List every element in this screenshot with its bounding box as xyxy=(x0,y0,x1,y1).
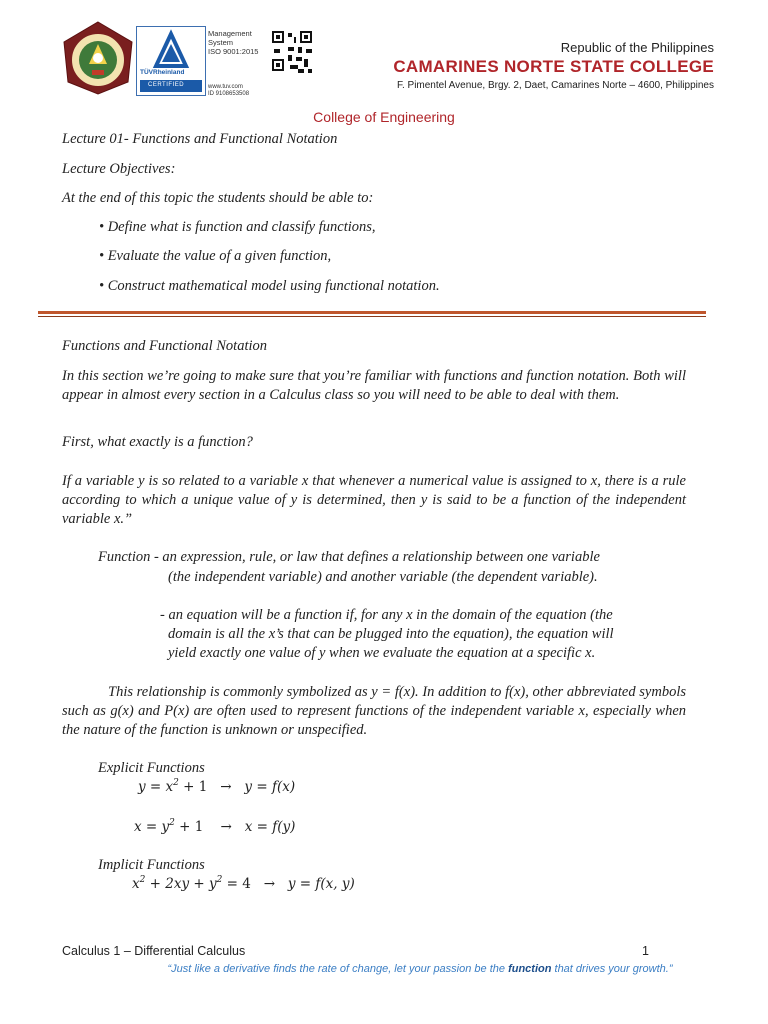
arrow-icon: → xyxy=(220,819,232,835)
eq-part: + 2xy + y xyxy=(145,876,217,892)
republic-text: Republic of the Philippines xyxy=(560,40,714,55)
certified-label: CERTIFIED xyxy=(148,82,185,88)
eq-exponent: 2 xyxy=(169,818,175,828)
objective-item: • Construct mathematical model using functional notation. xyxy=(99,278,440,294)
arrow-icon: → xyxy=(220,779,232,795)
iso-text: ISO 9001:2015 xyxy=(208,47,259,56)
management-system-label xyxy=(208,29,258,56)
eq-part: y = f(x, y) xyxy=(287,876,355,892)
intro-paragraph: In this section we’re going to make sure that you’re familiar with functions and function notation. Both will appear in almost every section in a Calculus class so you will need to be able to deal with them. xyxy=(62,368,686,403)
function-definition-line: (the independent variable) and another variable (the dependent variable). xyxy=(168,569,598,585)
system-text: System xyxy=(208,38,234,47)
footer-quote xyxy=(0,963,768,975)
objectives-intro: At the end of this topic the students should be able to: xyxy=(62,190,374,206)
explicit-functions-heading: Explicit Functions xyxy=(98,760,205,776)
quote-text: “Just like a derivative finds the rate of change, let your passion be the xyxy=(167,963,509,975)
institution-header xyxy=(393,40,714,91)
department-name: College of Engineering xyxy=(313,109,455,125)
college-address: F. Pimentel Avenue, Brgy. 2, Daet, Camarines Norte – 4600, Philippines xyxy=(396,80,714,91)
definition-quote: If a variable y is so related to a variable x that whenever a numerical value is assigned to x, there is a rule according to which a unique value of y is determined, then y is said to be a function of the independent variable x.” xyxy=(62,473,686,527)
eq-part: x = f(y) xyxy=(244,819,296,835)
college-seal-logo xyxy=(60,20,136,96)
objective-item: • Evaluate the value of a given function, xyxy=(99,248,332,264)
explicit-equation-2 xyxy=(134,819,295,835)
arrow-icon: → xyxy=(263,876,276,892)
tuv-id: ID 9108653508 xyxy=(208,91,250,97)
explicit-equation-1 xyxy=(138,779,295,795)
implicit-functions-heading: Implicit Functions xyxy=(98,857,205,873)
tuv-name-label: TÜVRheinland xyxy=(140,69,185,76)
eq-exponent: 2 xyxy=(216,875,223,885)
footer-course: Calculus 1 – Differential Calculus xyxy=(62,944,246,958)
relation-paragraph: This relationship is commonly symbolized as y = f(x). In addition to f(x), other abbreviated symbols such as g(x) and P(x) are often used to represent functions of the independent variable x, especially when the nature of the function is unknown or unspecified. xyxy=(62,684,686,738)
objective-item: • Define what is function and classify functions, xyxy=(99,219,376,235)
function-definition-line: domain is all the x’s that can be plugged into the equation), the equation will xyxy=(168,626,614,642)
eq-part: x = y xyxy=(134,819,170,835)
page-number: 1 xyxy=(642,944,649,958)
lecture-title: Lecture 01- Functions and Functional Notation xyxy=(62,131,338,147)
section-divider-thin xyxy=(38,316,706,317)
function-definition-line: Function - an expression, rule, or law that defines a relationship between one variable xyxy=(98,549,600,565)
college-name: CAMARINES NORTE STATE COLLEGE xyxy=(393,57,714,76)
objectives-heading: Lecture Objectives: xyxy=(62,161,176,177)
eq-part: y = x xyxy=(138,779,174,795)
tuv-website: www.tuv.com xyxy=(208,84,243,90)
management-text: Management xyxy=(208,29,252,38)
implicit-equation xyxy=(132,876,355,892)
eq-exponent: 2 xyxy=(139,875,146,885)
section-divider xyxy=(38,311,706,314)
question-text: First, what exactly is a function? xyxy=(62,434,253,450)
qr-code-icon xyxy=(270,29,314,77)
eq-part: x xyxy=(132,876,140,892)
tuv-website-block xyxy=(208,84,249,98)
eq-part: + 1 xyxy=(178,779,208,795)
function-definition-line: - an equation will be a function if, for any x in the domain of the equation (the xyxy=(160,607,613,623)
quote-emphasis: function xyxy=(508,963,552,975)
function-definition-line: yield exactly one value of y when we evaluate the equation at a specific x. xyxy=(168,645,596,661)
eq-exponent: 2 xyxy=(173,778,179,788)
eq-part: + 1 xyxy=(174,819,204,835)
quote-text: that drives your growth.” xyxy=(551,963,673,975)
eq-part: y = f(x) xyxy=(244,779,296,795)
eq-part: = 4 xyxy=(222,876,251,892)
section-title: Functions and Functional Notation xyxy=(62,338,268,354)
